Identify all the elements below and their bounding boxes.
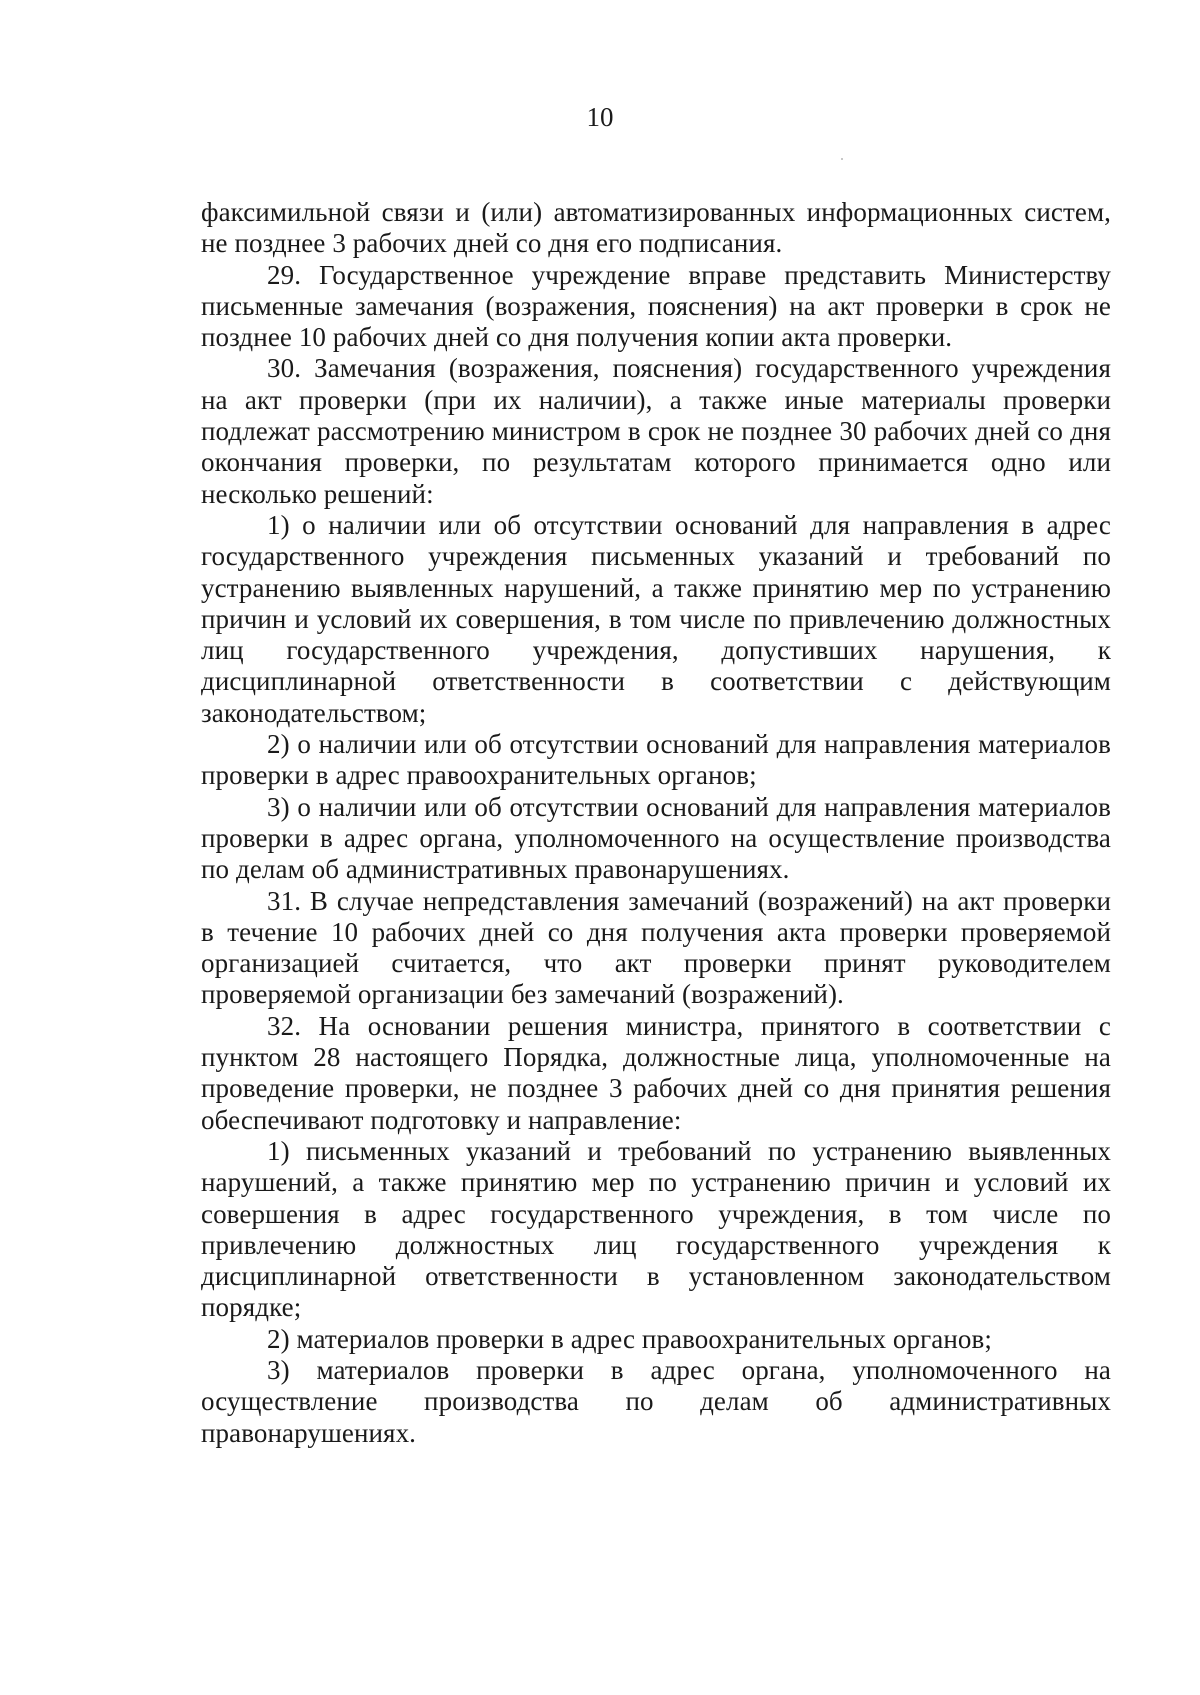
page-number: 10: [586, 102, 614, 132]
paragraph-32: 32. На основании решения министра, принятого в соответствии с пунктом 28 настоящего Порядка, должностные лица, уполномоченные на проведение проверки, не позднее 3 рабочих дней со дня принятия решения обеспечивают подготовку и направление:: [201, 1010, 1111, 1135]
paragraph-32-item-3: 3) материалов проверки в адрес органа, уполномоченного на осуществление производства по делам об административных правонарушениях.: [201, 1354, 1111, 1448]
paragraph-32-item-2: 2) материалов проверки в адрес правоохранительных органов;: [267, 1323, 992, 1354]
paragraph-30-item-2: 2) о наличии или об отсутствии оснований для направления материалов проверки в адрес правоохранительных органов;: [201, 729, 1111, 791]
scan-speck: [841, 158, 843, 160]
paragraph-30-item-1: 1) о наличии или об отсутствии оснований для направления в адрес государственного учреждения письменных указаний и требований по устранению выявленных нарушений, а также принятию мер по устранению причин и условий их совершения, в том числе по привлечению должностных лиц государственного учреждения, допустивших нарушения, к дисциплинарной ответственности в соответствии с действующим законодательством;: [201, 509, 1111, 728]
paragraph-32-item-1: 1) письменных указаний и требований по устранению выявленных нарушений, а также принятию мер по устранению причин и условий их совершения в адрес государственного учреждения, в том числе по привлечению должностных лиц государственного учреждения к дисциплинарной ответственности в установленном законодательством порядке;: [201, 1135, 1111, 1323]
paragraph-continuation: факсимильной связи и (или) автоматизированных информационных систем, не позднее 3 рабочих дней со дня его подписания.: [201, 197, 1111, 259]
paragraph-30: 30. Замечания (возражения, пояснения) государственного учреждения на акт проверки (при их наличии), а также иные материалы проверки подлежат рассмотрению министром в срок не позднее 30 рабочих дней со дня окончания проверки, по результатам которого принимается одно или несколько решений:: [201, 353, 1111, 509]
paragraph-29: 29. Государственное учреждение вправе представить Министерству письменные замечания (возражения, пояснения) на акт проверки в срок не позднее 10 рабочих дней со дня получения копии акта проверки.: [201, 259, 1111, 353]
paragraph-30-item-3: 3) о наличии или об отсутствии оснований для направления материалов проверки в адрес органа, уполномоченного на осуществление производства по делам об административных правонарушениях.: [201, 791, 1111, 885]
paragraph-31: 31. В случае непредставления замечаний (возражений) на акт проверки в течение 10 рабочих дней со дня получения акта проверки проверяемой организацией считается, что акт проверки принят руководителем проверяемой организации без замечаний (возражений).: [201, 885, 1111, 1010]
document-body: [201, 197, 1111, 1449]
